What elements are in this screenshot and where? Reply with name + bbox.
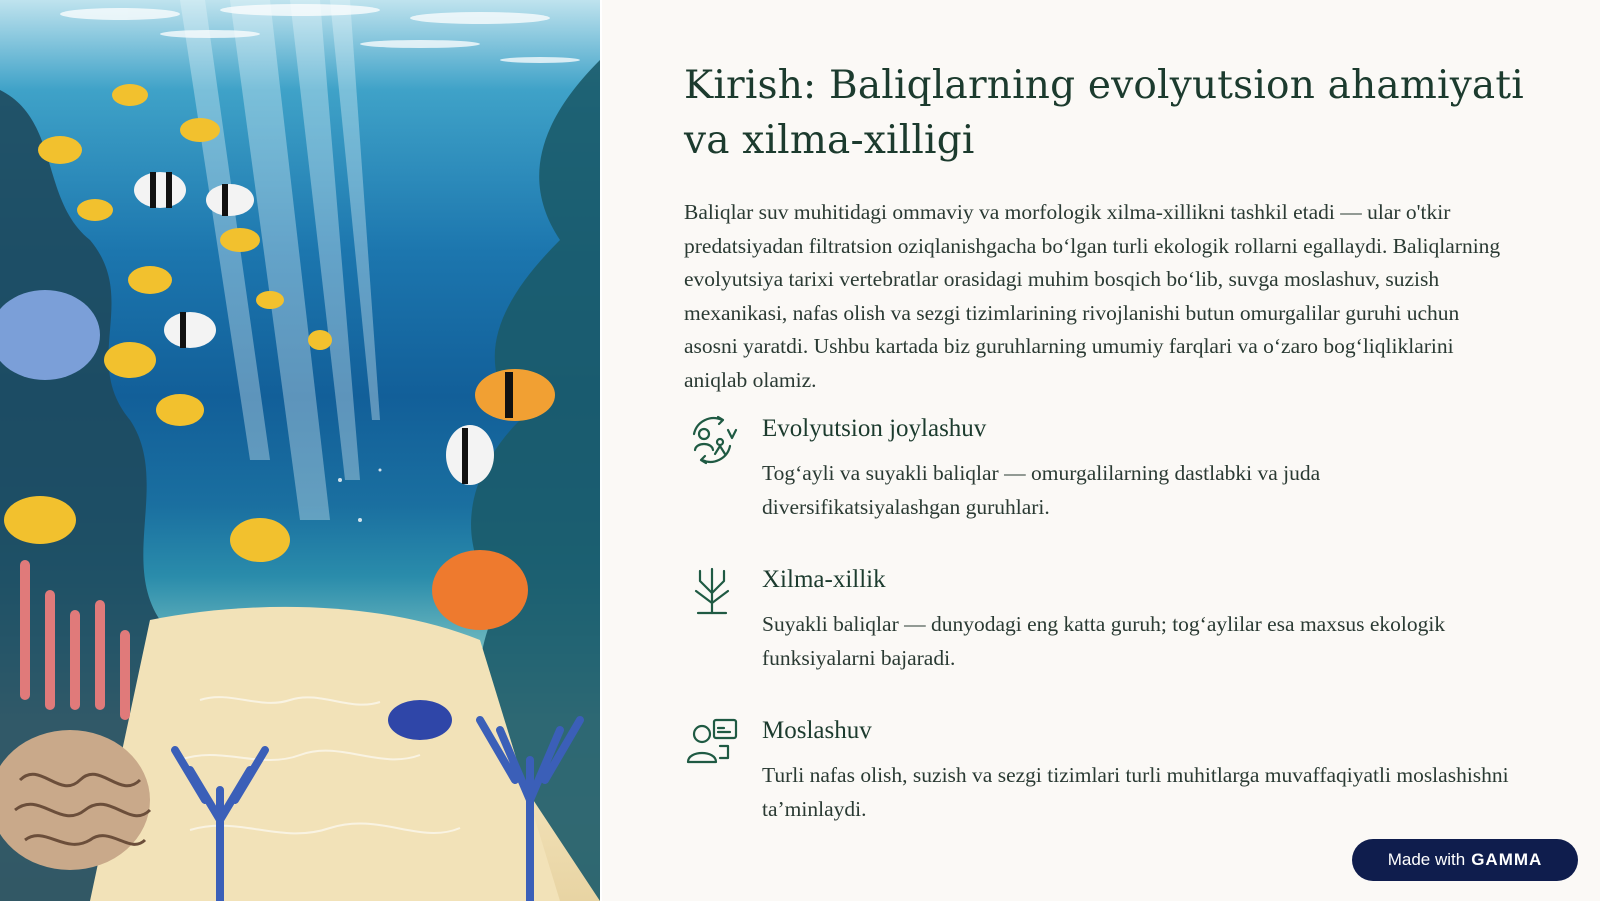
badge-prefix: Made with bbox=[1387, 850, 1466, 869]
feature-title: Moslashuv bbox=[762, 717, 872, 744]
feature-title: Evolyutsion joylashuv bbox=[762, 415, 987, 442]
slide-title: Kirish: Baliqlarning evolyutsion ahamiyati va xilma-xilligi bbox=[684, 63, 1524, 163]
blue-tang bbox=[388, 700, 452, 740]
feature-description: Turli nafas olish, suzish va sezgi tizimlari turli muhitlarga muvaffaqiyatli moslashishni ta’minlaydi. bbox=[762, 763, 1509, 821]
feature-description: Tog‘ayli va suyakli baliqlar — omurgalilarning dastlabki va juda diversifikatsiyalashgan guruhlari. bbox=[762, 461, 1321, 519]
made-with-gamma-badge[interactable] bbox=[1352, 839, 1578, 881]
reef-scene bbox=[0, 0, 600, 901]
branching-plant-icon bbox=[684, 563, 740, 619]
light-rays bbox=[180, 0, 380, 520]
person-adaptation-icon bbox=[684, 714, 740, 770]
evolution-people-icon bbox=[684, 412, 740, 468]
intro-paragraph: Baliqlar suv muhitidagi ommaviy va morfologik xilma-xillikni tashkil etadi — ular o'tkir predatsiyadan filtratsion oziqlanishgacha bo‘lgan turli ekologik rollarni egallaydi. Baliqlarning evolyutsiya tarixi vertebratlar orasidagi muhim bosqich bo‘lib, suvga moslashuv, suzish mexanikasi, nafas olish va sezgi tizimlarining rivojlanishi butun omurgalilar guruhi uchun asosni yaratdi. Ushbu kartada biz guruhlarning umumiy farqlari va o‘zaro bog‘liqliklarini aniqlab olamiz. bbox=[684, 200, 1501, 392]
feature-title: Xilma-xillik bbox=[762, 566, 886, 593]
underwater-coral-reef-illustration bbox=[0, 0, 600, 901]
orange-fish bbox=[432, 550, 528, 630]
feature-description: Suyakli baliqlar — dunyodagi eng katta guruh; tog‘aylilar esa maxsus ekologik funksiyalarni bajaradi. bbox=[762, 612, 1446, 670]
bubbles bbox=[338, 469, 382, 523]
panel-divider bbox=[600, 0, 602, 901]
gamma-logo-text: GAMMA bbox=[1471, 850, 1543, 869]
